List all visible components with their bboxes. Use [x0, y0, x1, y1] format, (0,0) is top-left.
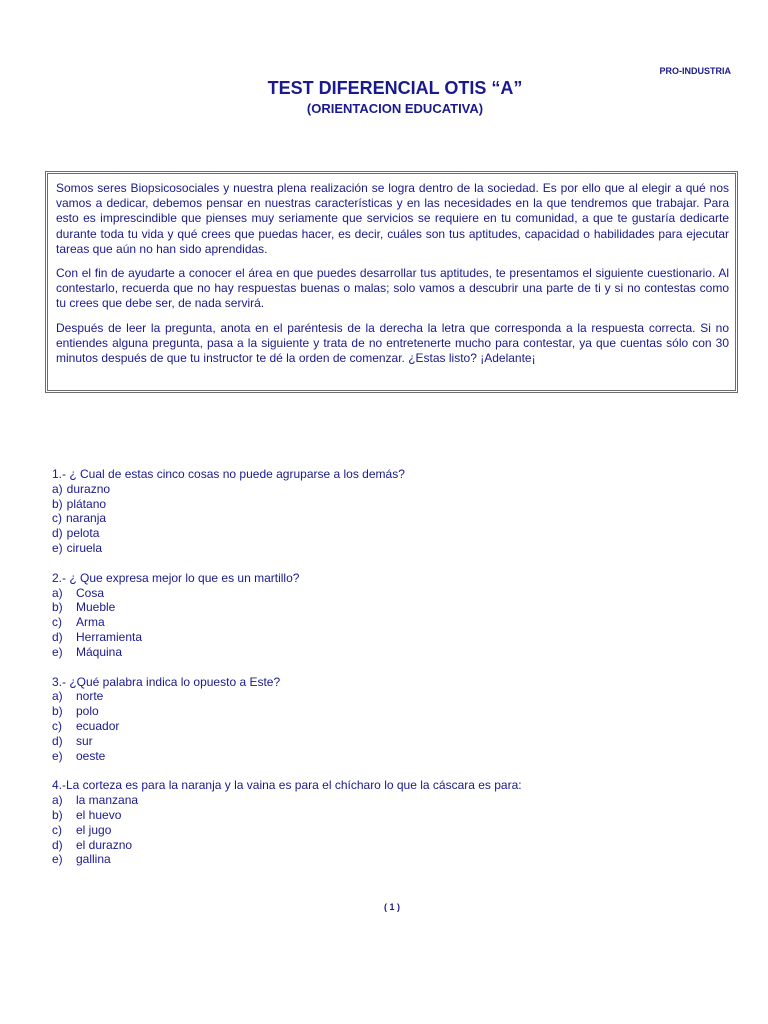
question-4: [52, 778, 742, 867]
option-letter: d): [52, 629, 63, 644]
option-letter: b): [52, 704, 63, 719]
option-text: sur: [76, 733, 93, 748]
option-letter: d): [52, 733, 63, 748]
option-text: ecuador: [76, 718, 120, 733]
question-1: [52, 467, 742, 556]
question-text: 3.- ¿Qué palabra indica lo opuesto a Este?: [52, 674, 281, 689]
option-text: oeste: [76, 748, 106, 763]
question-2: [52, 571, 742, 660]
option-b: [52, 497, 742, 512]
option-b: [52, 600, 742, 615]
question-list: [52, 467, 742, 882]
instructions-paragraph-2: Con el fin de ayudarte a conocer el área en que puedes desarrollar tus aptitudes, te presentamos el siguiente cuestionario. Al contestarlo, recuerda que no hay respuestas buenas o malas; solo vamos a descubrir una parte de ti y si no contestas como tu crees que debe ser, de nada servirá.: [56, 266, 729, 311]
page-number: ( 1 ): [383, 902, 400, 912]
option-text: Herramienta: [76, 629, 143, 644]
option-a: [52, 793, 742, 808]
option-text: ciruela: [66, 540, 103, 555]
option-e: [52, 749, 742, 764]
option-letter: b): [52, 807, 63, 822]
option-text: Máquina: [76, 644, 123, 659]
option-text: durazno: [66, 481, 111, 496]
option-letter: b): [52, 496, 63, 511]
question-text: 4.-La corteza es para la naranja y la vaina es para el chícharo lo que la cáscara es para:: [52, 778, 522, 793]
option-letter: a): [52, 585, 63, 600]
question-text: 1.- ¿ Cual de estas cinco cosas no puede agruparse a los demás?: [52, 467, 405, 481]
option-letter: d): [52, 526, 63, 541]
option-letter: a): [52, 481, 63, 496]
option-e: [52, 852, 742, 867]
option-c: [52, 823, 742, 838]
option-e: [52, 645, 742, 660]
question-text: 2.- ¿ Que expresa mejor lo que es un martillo?: [52, 570, 300, 585]
option-b: [52, 704, 742, 719]
option-a: [52, 689, 742, 704]
option-text: Mueble: [76, 600, 116, 615]
option-text: la manzana: [76, 793, 139, 808]
option-letter: a): [52, 689, 63, 704]
option-letter: c): [52, 511, 62, 526]
option-text: el durazno: [76, 837, 133, 852]
option-text: Cosa: [76, 585, 105, 600]
option-d: [52, 734, 742, 749]
option-text: pelota: [66, 526, 100, 541]
option-text: el huevo: [76, 807, 122, 822]
option-letter: e): [52, 852, 63, 867]
option-letter: d): [52, 837, 63, 852]
page-title: TEST DIFERENCIAL OTIS “A”: [267, 78, 523, 98]
option-b: [52, 808, 742, 823]
instructions-paragraph-3: Después de leer la pregunta, anota en el paréntesis de la derecha la letra que corresponda a la respuesta correcta. Si no entiendes alguna pregunta, pasa a la siguiente y trata de no entretenerte mucho para contestar, ya que cuentas sólo con 30 minutos después de que tu instructor te dé la orden de comenzar. ¿Estas listo? ¡Adelante¡: [56, 320, 729, 366]
option-text: el jugo: [76, 822, 112, 837]
option-text: naranja: [66, 511, 107, 526]
option-letter: b): [52, 600, 63, 615]
instructions-paragraph-1: Somos seres Biopsicosociales y nuestra plena realización se logra dentro de la sociedad. Es por ello que al elegir a qué nos vamos a dedicar, debemos pensar en nuestras características y en las necesidades en la que tendremos que trabajar. Para esto es imprescindible que pienses muy seriamente que servicios se requiere en tu comunidad, a que te gustaría dedicarte durante toda tu vida y qué crees que puedas hacer, es decir, cuáles son tus aptitudes, capacidad o habilidades para ejecutar tareas que aún no han sido aprendidas.: [56, 181, 729, 256]
option-c: [52, 511, 742, 526]
option-d: [52, 630, 742, 645]
option-letter: c): [52, 615, 62, 630]
instructions-box: [45, 171, 738, 393]
page-subtitle: (ORIENTACION EDUCATIVA): [306, 101, 484, 116]
option-a: [52, 586, 742, 601]
option-text: gallina: [76, 852, 111, 867]
option-c: [52, 615, 742, 630]
option-a: [52, 482, 742, 497]
option-d: [52, 526, 742, 541]
option-letter: e): [52, 748, 63, 763]
option-c: [52, 719, 742, 734]
option-e: [52, 541, 742, 556]
option-text: norte: [76, 689, 104, 704]
question-3: [52, 675, 742, 764]
option-letter: c): [52, 718, 62, 733]
option-d: [52, 838, 742, 853]
option-letter: c): [52, 822, 62, 837]
option-text: polo: [76, 704, 99, 719]
option-text: plátano: [66, 496, 107, 511]
organization-label: PRO-INDUSTRIA: [659, 66, 731, 76]
option-letter: e): [52, 644, 63, 659]
option-letter: a): [52, 793, 63, 808]
option-text: Arma: [76, 615, 105, 630]
option-letter: e): [52, 540, 63, 555]
